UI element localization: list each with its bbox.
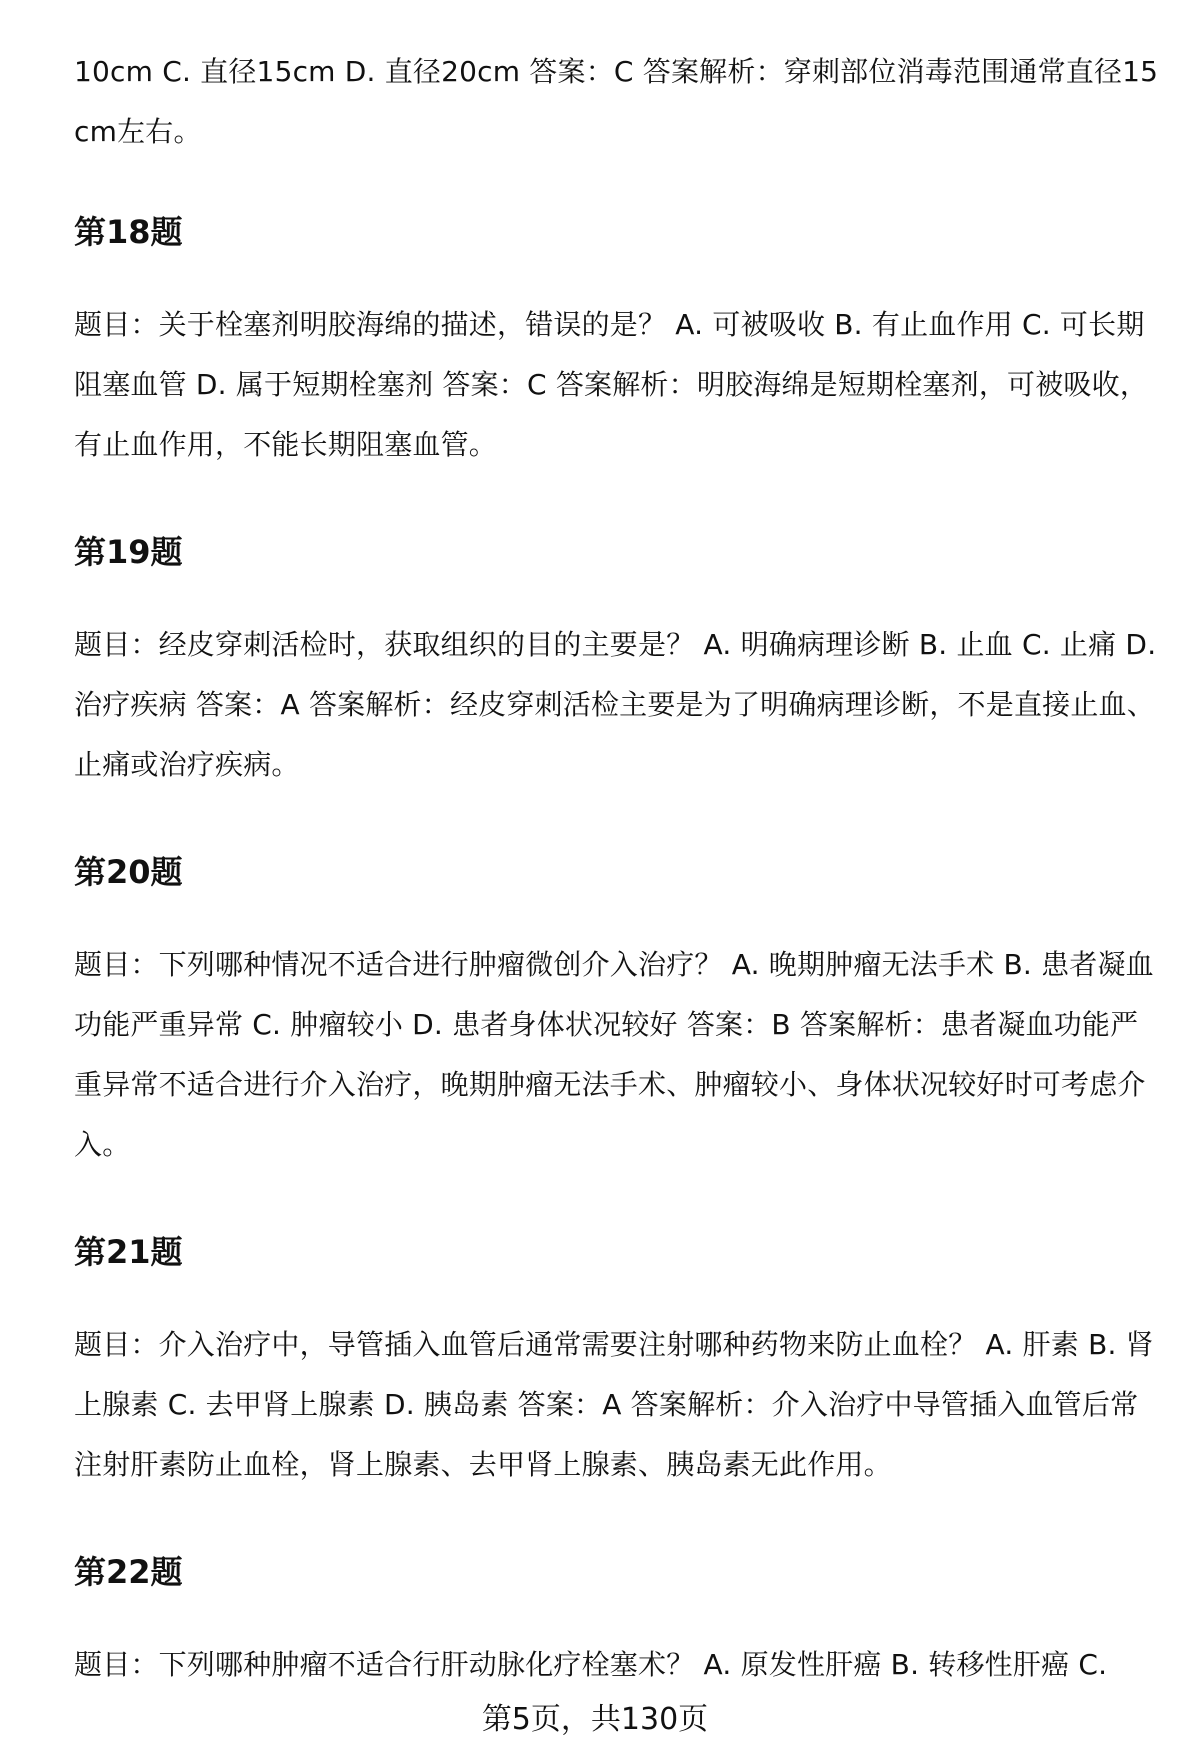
question-body: 题目：介入治疗中，导管插入血管后通常需要注射哪种药物来防止血栓？ A. 肝素 B. 肾上腺素 C. 去甲肾上腺素 D. 胰岛素 答案：A 答案解析：介入治疗中导管插入血管后常注射肝素防止血栓，肾上腺素、去甲肾上腺素、胰岛素无此作用。 <box>74 1328 1154 1481</box>
question-heading: 第18题 <box>74 213 183 251</box>
question-body: 题目：下列哪种情况不适合进行肿瘤微创介入治疗？ A. 晚期肿瘤无法手术 B. 患者凝血功能严重异常 C. 肿瘤较小 D. 患者身体状况较好 答案：B 答案解析：患者凝血功能严重异常不适合进行介入治疗，晚期肿瘤无法手术、肿瘤较小、身体状况较好时可考虑介入。 <box>74 948 1154 1161</box>
question-heading: 第22题 <box>74 1553 183 1591</box>
question-heading: 第21题 <box>74 1233 183 1271</box>
page-footer: 第5页，共130页 <box>481 1702 709 1737</box>
question-body: 题目：关于栓塞剂明胶海绵的描述，错误的是？ A. 可被吸收 B. 有止血作用 C. 可长期阻塞血管 D. 属于短期栓塞剂 答案：C 答案解析：明胶海绵是短期栓塞剂，可被吸收，有止血作用，不能长期阻塞血管。 <box>74 308 1149 461</box>
question-heading: 第19题 <box>74 533 183 571</box>
continuation-paragraph: 10cm C. 直径15cm D. 直径20cm 答案：C 答案解析：穿刺部位消毒范围通常直径15cm左右。 <box>74 55 1159 148</box>
question-body: 题目：下列哪种肿瘤不适合行肝动脉化疗栓塞术？ A. 原发性肝癌 B. 转移性肝癌 C. <box>74 1648 1108 1681</box>
question-heading: 第20题 <box>74 853 183 891</box>
question-body: 题目：经皮穿刺活检时，获取组织的目的主要是？ A. 明确病理诊断 B. 止血 C. 止痛 D. 治疗疾病 答案：A 答案解析：经皮穿刺活检主要是为了明确病理诊断，不是直接止血、止痛或治疗疾病。 <box>74 628 1157 781</box>
